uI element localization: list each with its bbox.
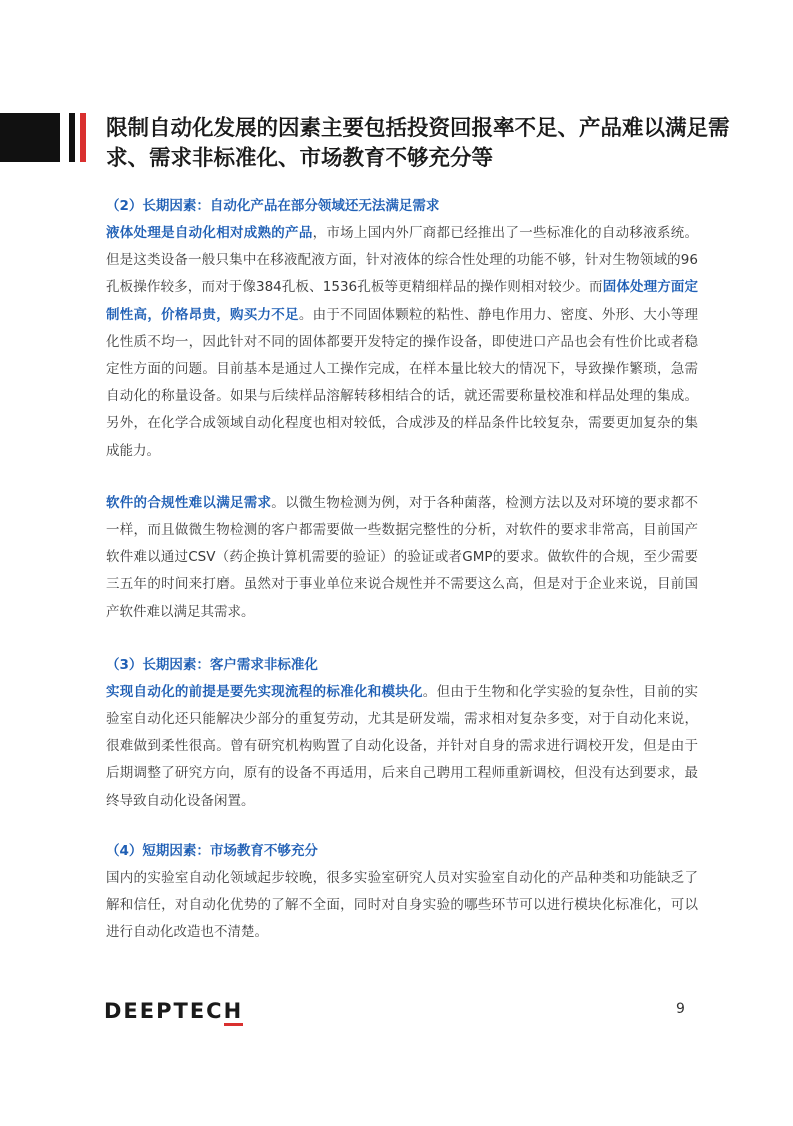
text-liquid: ，市场上国内外厂商都已经推出了一些标准化的自动移液系统。但是这类设备一般只集中在移液配液方面，针对液体的综合性处理的功能不够，针对生物领域的96孔板操作较多，而对于像384孔板、1536孔板等更精细样品的操作则相对较少。而 bbox=[106, 225, 699, 296]
text-solid: 。由于不同固体颗粒的粘性、静电作用力、密度、外形、大小等理化性质不均一，因此针对不同的固体都要开发特定的操作设备，即使进口产品也会有性价比或者稳定性方面的问题。目前基本是通过人工操作完成，在样本量比较大的情况下，导致操作繁琐，急需自动化的称量设备。如果与后续样品溶解转移相结合的话，就还需要称量校准和样品处理的集成。另外，在化学合成领域自动化程度也相对较低，合成涉及的样品条件比较复杂，需要更加复杂的集成能力。 bbox=[106, 306, 699, 459]
section-heading-3: （3）长期因素：客户需求非标准化 bbox=[106, 656, 318, 673]
decorative-black-block bbox=[0, 113, 60, 162]
highlight-standardization: 实现自动化的前提是要先实现流程的标准化和模块化 bbox=[106, 683, 423, 700]
text-software: 。以微生物检测为例，对于各种菌落，检测方法以及对环境的要求都不一样，而且做微生物检测的客户都需要做一些数据完整性的分析，对软件的要求非常高，目前国产软件难以通过CSV（药企换计算机需要的验证）的验证或者GMP的要求。做软件的合规，至少需要三五年的时间来打磨。虽然对于事业单位来说合规性并不需要这么高，但是对于企业来说，目前国产软件难以满足其需求。 bbox=[106, 494, 699, 620]
spacer bbox=[106, 465, 698, 490]
text-market-education: 国内的实验室自动化领域起步较晚，很多实验室研究人员对实验室自动化的产品种类和功能缺乏了解和信任，对自动化优势的了解不全面，同时对自身实验的哪些环节可以进行模块化标准化，可以进行自动化改造也不清楚。 bbox=[106, 869, 698, 941]
page-number: 9 bbox=[676, 1001, 685, 1017]
text-standardization: 。但由于生物和化学实验的复杂性，目前的实验室自动化还只能解决少部分的重复劳动，尤其是研发端，需求相对复杂多变，对于自动化来说，很难做到柔性很高。曾有研究机构购置了自动化设备，并针对自身的需求进行调校开发，但是由于后期调整了研究方向，原有的设备不再适用，后来自己聘用工程师重新调校，但没有达到要求，最终导致自动化设备闲置。 bbox=[106, 683, 698, 809]
logo-text: DEEPTEC bbox=[104, 999, 224, 1023]
page-title: 限制自动化发展的因素主要包括投资回报率不足、产品难以满足需求、需求非标准化、市场教育不够充分等 bbox=[106, 116, 730, 171]
decorative-red-bar bbox=[80, 113, 86, 162]
highlight-solid: 固体处理方面定制性高，价格昂贵，购买力不足 bbox=[106, 279, 699, 323]
spacer bbox=[106, 815, 698, 838]
decorative-black-bar bbox=[69, 113, 75, 162]
spacer bbox=[106, 626, 698, 652]
paragraph-software bbox=[106, 490, 698, 626]
deeptech-logo bbox=[104, 999, 243, 1023]
logo-text-accent: H bbox=[224, 999, 244, 1026]
highlight-liquid: 液体处理是自动化相对成熟的产品 bbox=[106, 225, 313, 241]
paragraph-standardization bbox=[106, 679, 698, 815]
paragraph-market-education bbox=[106, 865, 698, 947]
highlight-software: 软件的合规性难以满足需求 bbox=[106, 494, 272, 511]
section-heading-4: （4）短期因素：市场教育不够充分 bbox=[106, 842, 318, 859]
section-heading-2: （2）长期因素：自动化产品在部分领域还无法满足需求 bbox=[106, 198, 440, 214]
paragraph-liquid-solid bbox=[106, 220, 698, 465]
main-content bbox=[106, 193, 698, 946]
